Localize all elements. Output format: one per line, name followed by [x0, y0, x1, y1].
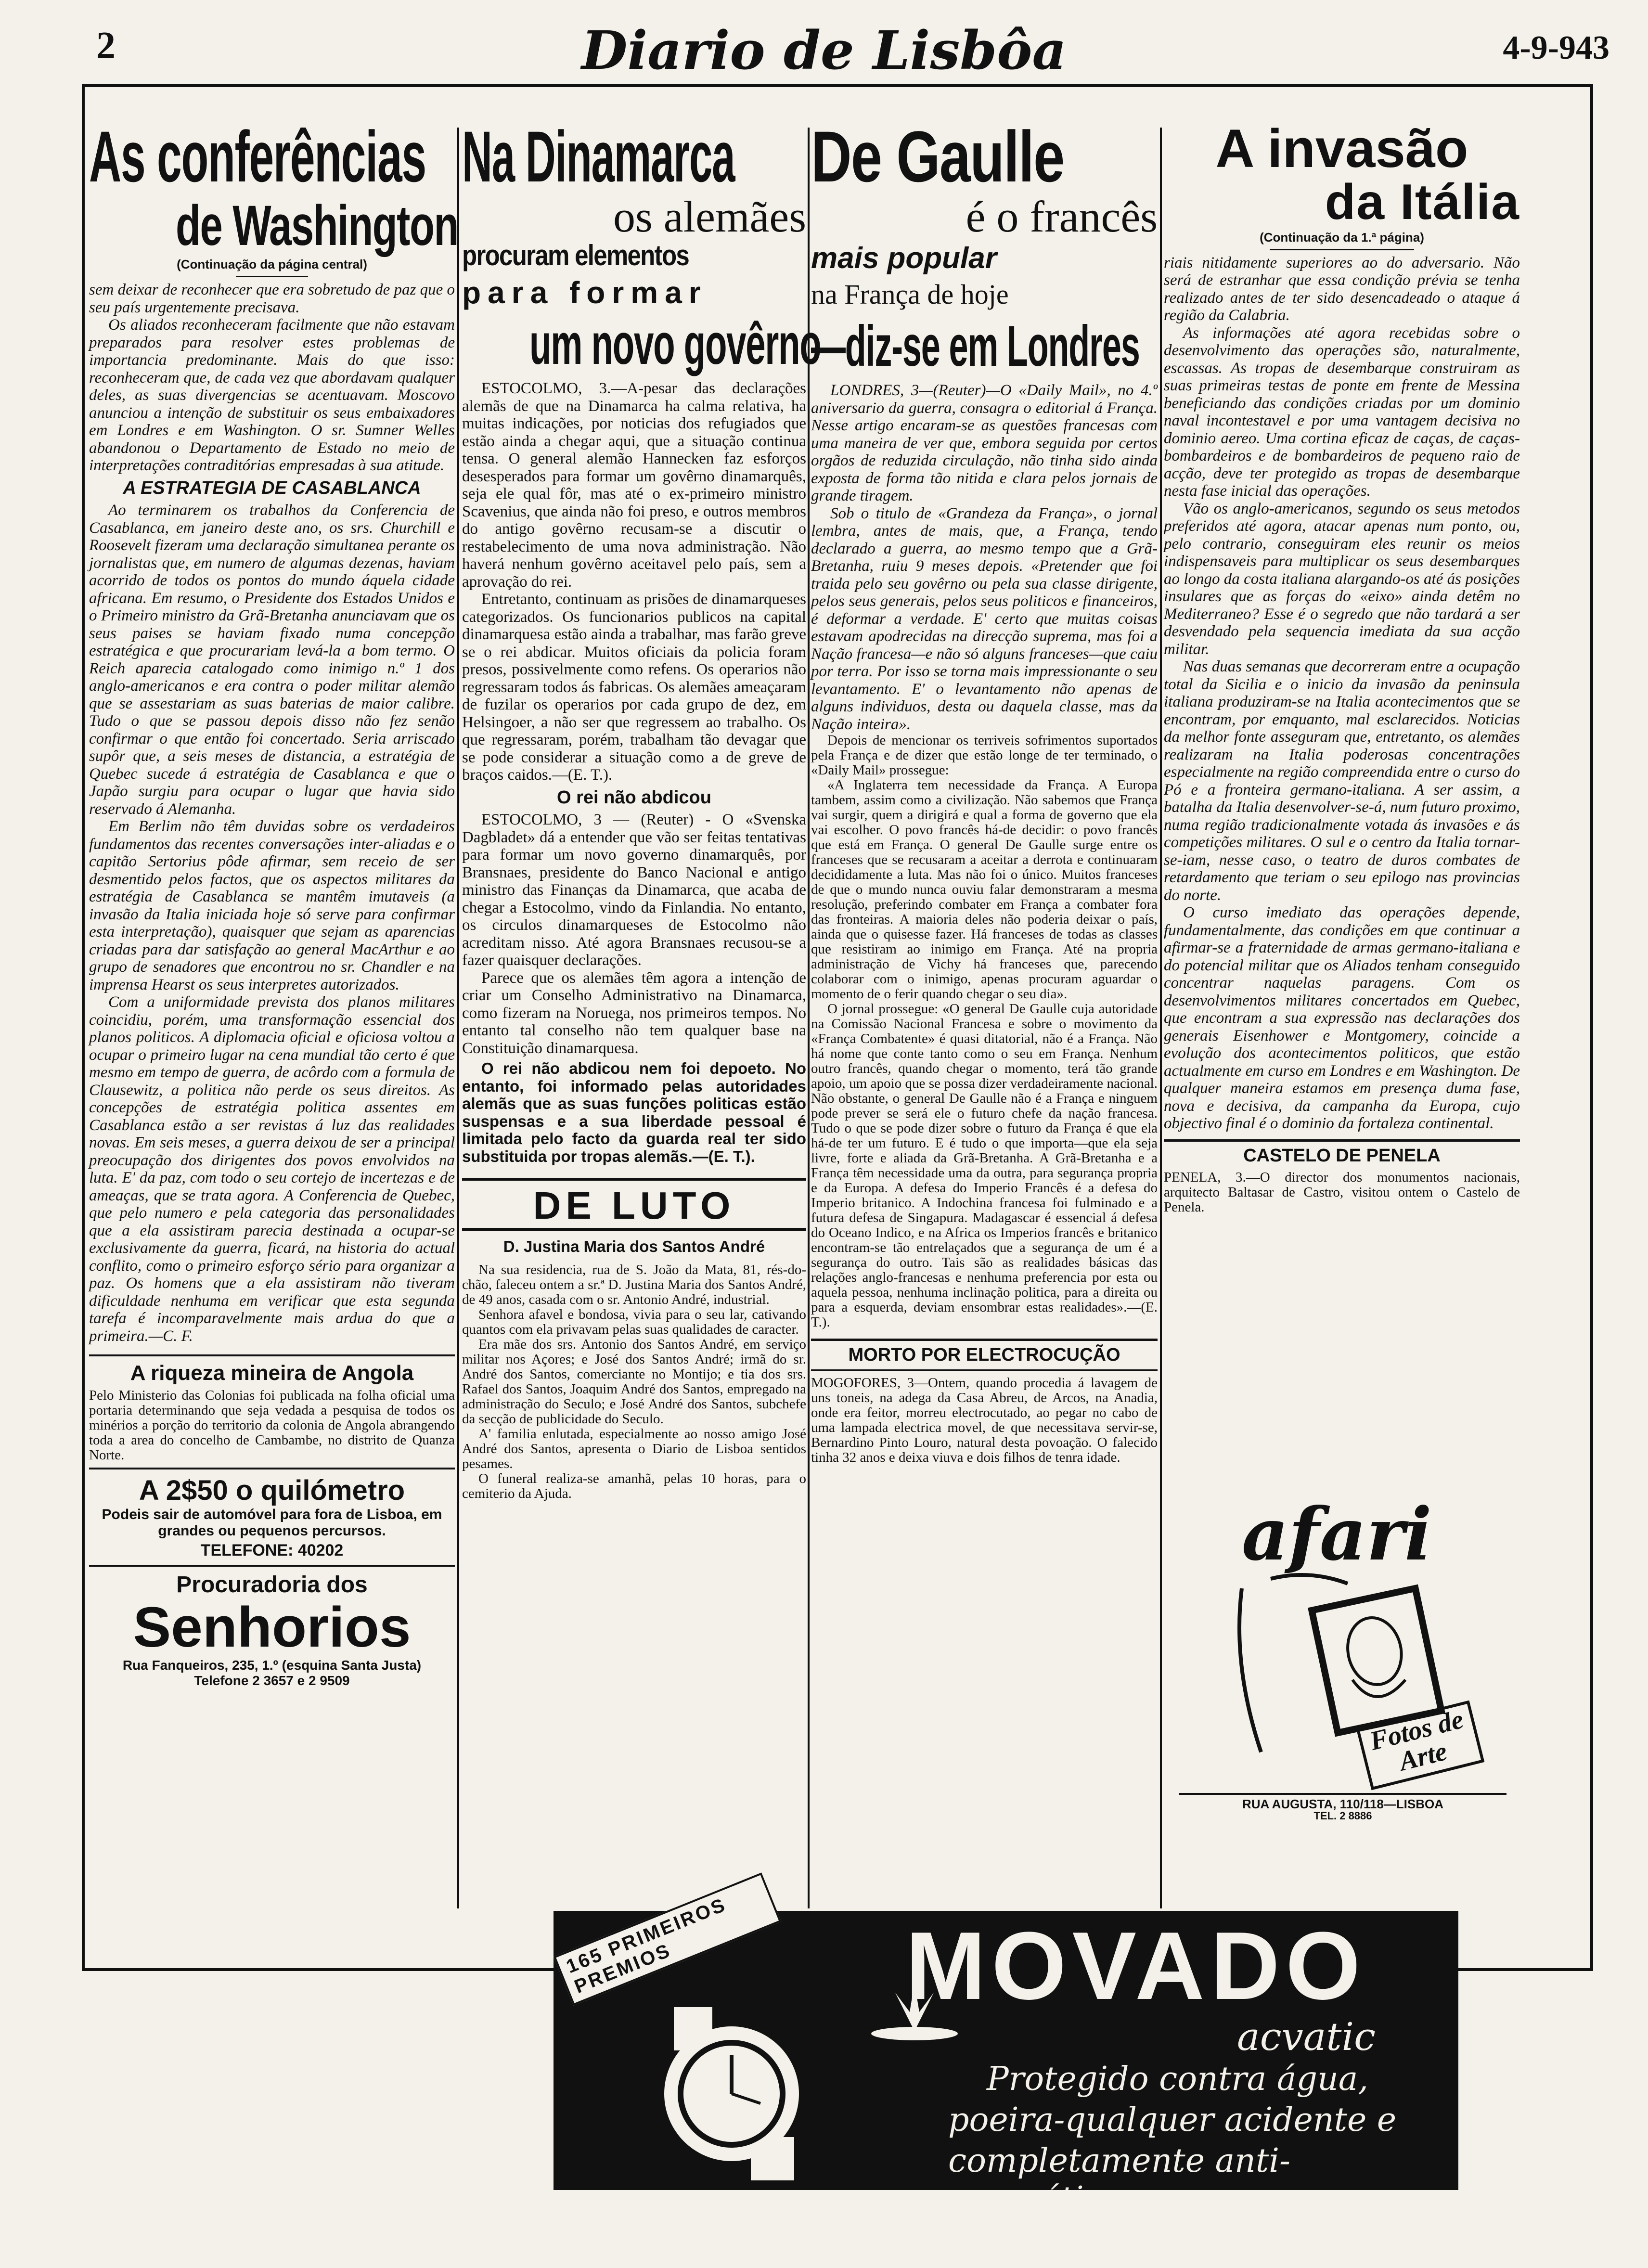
- wristwatch-icon: [635, 2007, 828, 2180]
- paragraph: Depois de mencionar os terriveis sofrimentos suportados pela França e de dizer que estão longe de ter terminado, o «Daily Mail» prossegue:: [811, 733, 1158, 778]
- paragraph: Entretanto, continuam as prisões de dinamarqueses categorizados. Os funcionarios publicos na capital dinamarquesa estão ainda a trabalhar, mas farão greve se o rei abdicar. Muitos oficiais da policia foram presos, possivelmente como refens. Os operarios não regressaram todos ás fabricas. Os alemães ameaçaram de fuzilar os operarios por cada grupo de dez, em Helsingoer, a não ser que regressem ao trabalho. Os que regressaram, porém, trabalham tão devagar que se pode considerar a situação como a de greve de braços caidos.—(E. T.).: [462, 591, 806, 784]
- column-rule: [808, 128, 810, 1908]
- ad-automovel: [89, 1469, 455, 1567]
- continuation-note: (Continuação da 1.ª página): [1260, 230, 1424, 245]
- afari-phone: TEL. 2 8886: [1313, 1810, 1372, 1822]
- ad-senhorios-phone: Telefone 2 3657 e 2 9509: [194, 1673, 350, 1688]
- paragraph: LONDRES, 3—(Reuter)—O «Daily Mail», no 4.º aniversario da guerra, consagra o editorial á França. Nesse artigo encaram-se as questões francesas com uma maneira de ver que, embora seguida por certos orgãos de reduzida circulação, não tinha sido ainda exposta de forma tão nitida e clara pelos jornais de grande tiragem.: [811, 382, 1158, 505]
- continuation-note: (Continuação da página central): [177, 257, 367, 271]
- movado-line3: completamente anti-magnético: [948, 2142, 1290, 2218]
- ad-automovel-headline: A 2$50 o quilómetro: [139, 1475, 405, 1506]
- subhead-justina: D. Justina Maria dos Santos André: [503, 1237, 765, 1256]
- issue-date: 4-9-943: [1503, 29, 1609, 66]
- headline-electrocucao: MORTO POR ELECTROCUÇÃO: [848, 1345, 1120, 1366]
- headline-dinamarca: Na Dinamarca: [462, 116, 735, 197]
- headline-italia: da Itália: [1325, 174, 1520, 230]
- article-body: [1164, 254, 1520, 1133]
- headline-mais-popular: mais popular: [811, 242, 997, 275]
- paragraph: O curso imediato das operações depende, fundamentalmente, das condições em que continuar a afirmar-se a fraternidade de armas germano-italiana e do potencial militar que os Aliados tenham conseguido concentrar naquelas paragens. Com os desenvolvimentos militares concertados em Quebec, que encontram a sua expressão nas declarações dos generais Eisenhower e Montgomery, coincide a evolução dos acontecimentos politicos, que estão actualmente em curso em Londres e em Washington. De qualquer maneira estamos em presença duma fase, nova e decisiva, da campanha da Europa, cujo objectivo final é o dominio da fortaleza continental.: [1164, 904, 1520, 1133]
- headline-novo-governo: um novo govêrno: [529, 312, 821, 377]
- ad-movado: [554, 1894, 1458, 2218]
- article-body: [89, 281, 455, 1345]
- afari-address: RUA AUGUSTA, 110/118—LISBOA: [1179, 1793, 1506, 1812]
- paragraph: riais nitidamente superiores ao do adversario. Não será de estranhar que essa condição prévia se tenha realizado antes de ter sido desencadeado o ataque á região da Calabria.: [1164, 254, 1520, 324]
- divider: [236, 276, 308, 277]
- penela-text: PENELA, 3.—O director dos monumentos nacionais, arquitecto Baltasar de Castro, visitou ontem o Castelo de Penela.: [1164, 1169, 1520, 1215]
- headline-luto: DE LUTO: [533, 1184, 735, 1227]
- headline-invasao: A invasão: [1215, 118, 1468, 179]
- paragraph: Era mãe dos srs. Antonio dos Santos André, em serviço militar nos Açores; e José dos Santos André; irmã do sr. André dos Santos, comerciante no Montijo; e tia dos srs. Rafael dos Santos, Joaquim André dos Santos, empregado na administração do Seculo; e José André dos Santos, subchefe da secção de publicidade do Seculo.: [462, 1337, 806, 1427]
- divider: [1164, 1139, 1520, 1142]
- article-body: [811, 382, 1158, 733]
- headline-penela: CASTELO DE PENELA: [1243, 1145, 1441, 1166]
- movado-line1: Protegido contra água,: [987, 2060, 1368, 2098]
- article-italia: [1164, 120, 1520, 1492]
- article-dinamarca: [462, 116, 821, 1901]
- ad-senhorios-line2: Senhorios: [133, 1596, 411, 1659]
- paragraph: Sob o titulo de «Grandeza da França», o jornal lembra, antes de mais, que, a França, tendo declarado a guerra, ao mesmo tempo que a Grã-Bretanha, ruiu 9 meses depois. «Pretender que foi traida pelo seu govêrno ou pela sua classe dirigente, pelos seus generais, pelos seus politicos e financeiros, é deformar a verdade. E' certo que muitas coisas estavam apodrecidas na direcção suprema, mas foi a Nação francesa—e não só alguns franceses—que caiu por terra. Por isso se torna mais impressionante o seu levantamento. E' o levantamento não apenas de alguns individuos, desta ou daquela classe, mas da Nação inteira».: [811, 504, 1158, 733]
- headline-frances: é o francês: [966, 192, 1158, 241]
- ad-automovel-text: Podeis sair de automóvel para fora de Lisboa, em grandes ou pequenos percursos.: [102, 1507, 442, 1539]
- electrocucao-text: MOGOFORES, 3—Ontem, quando procedia á lavagem de uns toneis, na adega da Casa Abreu, de Arcos, na Anadia, onde era feitor, morreu electrocutado, ao pegar no cabo de uma lampada electrica movel, de que necessitava servir-se, Bernardino Pinto Louro, natural desta povoação. O falecido tinha 32 anos e deixa viuva e dois filhos de tenra idade.: [811, 1375, 1158, 1466]
- headline-procuram: procuram elementos: [462, 239, 689, 272]
- paragraph: Senhora afavel e bondosa, vivia para o seu lar, cativando quantos com ela privavam pelas suas qualidades de caracter.: [462, 1307, 806, 1338]
- headline-angola: A riqueza mineira de Angola: [130, 1361, 414, 1385]
- paragraph: Os aliados reconheceram facilmente que não estavam preparados para resolver estes problemas de importancia predominante. Mais do que isso: reconheceram que, de cada vez que abordavam qualquer deles, as suas divergencias se acentuavam. Moscovo anunciou a intenção de substituir os seus embaixadores em Londres e em Washington. O sr. Sumner Welles abandonou o Departamento de Estado no meio de interpretações contraditórias empresadas à sua atitude.: [89, 316, 455, 474]
- paragraph: ESTOCOLMO, 3 — (Reuter) - O «Svenska Dagbladet» dá a entender que vão ser feitas tentativas para formar um novo governo dinamarquês, por Bransnaes, presidente do Banco Nacional e antigo ministro das Finanças da Dinamarca, que acaba de chegar a Estocolmo, vindo da Finlandia. No entanto, os circulos dinamarqueses de Estocolmo não acreditam nisso. Até agora Bransnaes recusou-se a fazer quaisquer declarações.: [462, 811, 806, 969]
- column-rule: [457, 128, 459, 1908]
- afari-tagline: Fotos de Arte: [1356, 1701, 1485, 1791]
- paragraph: sem deixar de reconhecer que era sobretudo de paz que o seu país urgentemente precisava.: [89, 281, 455, 316]
- paragraph: Ao terminarem os trabalhos da Conferencia de Casablanca, em janeiro deste ano, os srs. Churchill e Roosevelt fizeram uma declaração simultanea perante os jornalistas que, em numero de algumas dezenas, haviam acorrido de todos os pontos do mundo áquela cidade africana. Em resumo, o Presidente dos Estados Unidos e o Primeiro ministro da Grã-Bretanha anunciavam que os seus paises se haviam fixado numa concepção estratégica e que procurariam levá-la a bom termo. O Reich aparecia catalogado como inimigo n.º 1 dos anglo-americanos e era contra o poder militar alemão que se assestariam as suas baterias de maior calibre. Tudo o que se passou depois disso não fez senão confirmar o que então foi concertado. Seria arriscado supôr que, a seis meses de distancia, a estratégia de Quebec sucede á estratégia de Casablanca e que o Japão surgiu para ocupar o lugar que havia sido reservado á Alemanha.: [89, 502, 455, 818]
- column-rule: [1160, 128, 1162, 1908]
- article-body-small: [811, 733, 1158, 1330]
- ad-senhorios-line1: Procuradoria dos: [176, 1572, 368, 1598]
- article-washington: [89, 116, 458, 2267]
- headline-alemaes: os alemães: [613, 192, 806, 241]
- newspaper-title: Diario de Lisbôa: [581, 19, 1067, 81]
- article-degaulle: [811, 116, 1158, 1901]
- paragraph-bold: O rei não abdicou nem foi depoeto. No entanto, foi informado pelas autoridades alemãs que as suas funções politicas estão suspensas e a sua liberdade pessoal é limitada pelo facto da guarda real ter sido substituida por tropas alemãs.—(E. T.).: [462, 1059, 806, 1165]
- luto-body: [462, 1263, 806, 1501]
- ad-senhorios: [89, 1567, 455, 1693]
- paragraph: Na sua residencia, rua de S. João da Mata, 81, rés-do-chão, faleceu ontem a sr.ª D. Justina Maria dos Santos André, de 49 anos, casada com o sr. Antonio André, industrial.: [462, 1262, 806, 1308]
- divider: [462, 1178, 806, 1181]
- movado-model: acvatic: [1237, 2014, 1376, 2059]
- headline-degaulle: De Gaulle: [811, 116, 1064, 197]
- page-number: 2: [96, 25, 116, 67]
- paragraph: Nas duas semanas que decorreram entre a ocupação total da Sicilia e o inicio da invasão da peninsula italiana produziram-se na Italia acontecimentos que se encontram, por emquanto, mal esclarecidos. Noticias da melhor fonte asseguram que, entretanto, os alemães realizaram na Italia poderosas concentrações especialmente na região compreendida entre o curso do Pó e a fronteira germano-italiana. A ser assim, a batalha da Italia desenvolver-se-á, num futuro proximo, numa região tradicionalmente votada ás invasões e ás competições militares. O sul e o centro da Italia tornar-se-iam, nesse caso, o teatro de duros combates de retardamento que teriam o seu epilogo nas provincias do norte.: [1164, 658, 1520, 904]
- paragraph: O jornal prossegue: «O general De Gaulle cuja autoridade na Comissão Nacional Francesa e sobre o movimento da «França Combatente» é quasi ditatorial, não é a França. Não há nome que conte tanto como o seu em França. Nenhum outro francês, quando chegar o momento, terá tão grande apoio, um apoio que se possa dizer verdadeiramente nacional. Não obstante, o general De Gaulle não é a França e ninguem pode prever se será ele o futuro chefe da nação francesa. Tudo o que se pode dizer sobre o futuro da França é que ela há-de ter um futuro. E é tudo o que importa—que ela seja livre, forte e aliada da Grã-Bretanha. A Grã-Bretanha e a França têm necessidade uma da outra, para segurança propria e da Europa. A defesa do Imperio Francês é a defesa do Imperio britanico. A Indochina francesa foi fulminado e a futura defesa de Singapura. Madagascar é essencial á defesa do Oceano Indico, e na Africa os Imperios francês e britanico encontram-se tão entrelaçados que a segurança de um é a segurança do outro. Tais são as realidades básicas das relações anglo-francesas e nenhuma preferencia por esta ou aquela pessoa, nenhuma inclinação politica, para a direita ou para a esquerda, deviam ensombrar estas realidades».—(E. T.).: [811, 1001, 1158, 1330]
- movado-line2: poeira-qualquer acidente e: [948, 2101, 1397, 2139]
- divider: [1270, 249, 1414, 250]
- paragraph: Em Berlim não têm duvidas sobre os verdadeiros fundamentos das recentes conversações inter-aliadas e o capitão Sertorius pôde afirmar, sem receio de ser desmentido pelos factos, que os aspectos militares da estratégia de Casablanca se mantêm imutaveis (a invasão da Italia iniciada hoje só serve para confirmar esta interpretação), quaisquer que sejam as aparencias criadas para dar satisfação ao general MacArthur e ao grupo de senadores que encontrou no sr. Chandler e na imprensa Hearst os seus interpretes autorizados.: [89, 818, 455, 993]
- ad-automovel-phone: TELEFONE: 40202: [200, 1541, 344, 1559]
- headline-para-formar: para formar: [462, 275, 708, 310]
- headline-londres: —diz-se em Londres: [811, 314, 1140, 379]
- paragraph: As informações até agora recebidas sobre o desenvolvimento das operações são, naturalmente, escassas. As tropas de desembarque construiram as suas primeiras testas de ponte em frente de Messina beneficiando das condições criadas por um dominio naval incontestavel e por uma vantagem decisiva no dominio aereo. Uma cortina eficaz de caças, de caças-bombardeiros e de bombardeiros de pequeno raio de acção, deve ter protegido as tropas de desembarque nesta fase inicial das operações.: [1164, 324, 1520, 500]
- paragraph: Parece que os alemães têm agora a intenção de criar um Conselho Administrativo na Dinamarca, como fizeram na Noruega, nos primeiros tempos. No entanto tal conselho não tem qualquer base na Constituição dinamarquesa.: [462, 969, 806, 1057]
- article-body: [462, 380, 806, 1165]
- divider: [462, 1228, 806, 1231]
- paragraph: ESTOCOLMO, 3.—A-pesar das declarações alemãs de que na Dinamarca ha calma relativa, ha muitas indicações, por noticias dos refugiados que estão ainda a chegar aqui, que a situação continua tensa. O general alemão Hannecken faz esforços desesperados para formar um govêrno dinamarquês, seja ele qual fôr, mas até o ex-primeiro ministro Scavenius, que ainda não foi preso, e outros membros do antigo govêrno recusam-se a discutir o restabelecimento de uma nova administração. Não haverá nenhum govêrno aceitavel pelo país, sem a aprovação do rei.: [462, 380, 806, 591]
- subhead-casablanca: A ESTRATEGIA DE CASABLANCA: [123, 477, 421, 498]
- subhead-rei: O rei não abdicou: [557, 787, 711, 808]
- headline-franca-hoje: na França de hoje: [811, 279, 1009, 310]
- paragraph: A' familia enlutada, especialmente ao nosso amigo José André dos Santos, apresenta o Diario de Lisboa sentidos pesames.: [462, 1426, 806, 1472]
- ad-senhorios-address: Rua Fanqueiros, 235, 1.º (esquina Santa Justa): [122, 1657, 422, 1673]
- divider: [811, 1339, 1158, 1341]
- headline-conferencias: As conferências: [89, 116, 426, 197]
- headline-washington: de Washington: [176, 194, 458, 258]
- article-angola: [89, 1354, 455, 1469]
- movado-badge: 165 PRIMEIROS PREMIOS: [554, 1872, 781, 2006]
- paragraph: Com a uniformidade prevista dos planos militares coincidiu, porém, uma transformação essencial dos planos politicos. A diplomacia oficial e oficiosa voltou a ocupar o primeiro lugar na cena mundial tão certo é que mesmo em tempo de guerra, de acôrdo com a formula de Clausewitz, a politica não perde os seus direitos. As concepções de estratégia politica assentes em Casablanca estão a ser revistas á luz das realidades novas. Em seis meses, a guerra deixou de ser a principal preocupação dos dirigentes dos povos envolvidos na luta. E' da paz, com todo o seu cortejo de incertezas e de ameaças, que se trata agora. A Conferencia de Quebec, que pelo numero e pela categoria das personalidades que a ela assistiram parecia destinada a ocupar-se exclusivamente da guerra, ficará, na historia do actual conflito, como o primeiro esforço sério para organizar a paz. Os homens que a ela assistiram não tiveram dificuldade nenhuma em verificar que esta segunda tarefa é incomparavelmente mais ardua do que a primeira.—C. F.: [89, 993, 455, 1345]
- angola-text: Pelo Ministerio das Colonias foi publicada na folha oficial uma portaria determinando que seja vedada a pesquisa de todos os minérios a porção do territorio da colonia de Angola abrangendo toda a area do concelho de Cambambe, no distrito de Quanza Norte.: [89, 1388, 455, 1463]
- afari-brand: afari: [1242, 1492, 1432, 1577]
- ad-afari: [1174, 1492, 1506, 1822]
- divider: [811, 1369, 1158, 1371]
- paragraph: O funeral realiza-se amanhã, pelas 10 horas, para o cemiterio da Ajuda.: [462, 1471, 806, 1502]
- masthead: [0, 0, 1648, 91]
- paragraph: «A Inglaterra tem necessidade da França. A Europa tambem, assim como a civilização. Não sabemos que França vai surgir, quem a dirigirá e qual a forma de governo que ela vai escolher. O povo francês há-de decidir: o povo francês que está em França. O general De Gaulle surge entre os franceses que se recusaram a aceitar a derrota e continuaram decididamente a luta. Mas não foi o único. Muitos franceses de que o mundo nunca ouviu falar demonstraram a mesma resolução, preferindo combater em França a combater fora das fronteiras. A maioria deles não poderia deixar o país, ainda que o quisesse fazer. Há franceses de todas as classes que resistiram ao inimigo em França. Até na propria administração de Vichy há franceses que, parecendo colaborar com o inimigo, apenas procuram aguardar o momento de o ferir quando chegar o seu dia».: [811, 777, 1158, 1002]
- paragraph: Vão os anglo-americanos, segundo os seus metodos preferidos até agora, atacar apenas num ponto, ou, pelo contrario, conseguiram eles reunir os meios indispensaveis para multiplicar os seus desembarques ao longo da costa italiana alargando-os até ás posições insulares que as forças do «eixo» ainda detêm no Mediterraneo? Esse é o segredo que não tardará a ser desvendado pela sequencia imediata da sua acção militar.: [1164, 500, 1520, 658]
- movado-brand: MOVADO: [905, 1912, 1366, 2020]
